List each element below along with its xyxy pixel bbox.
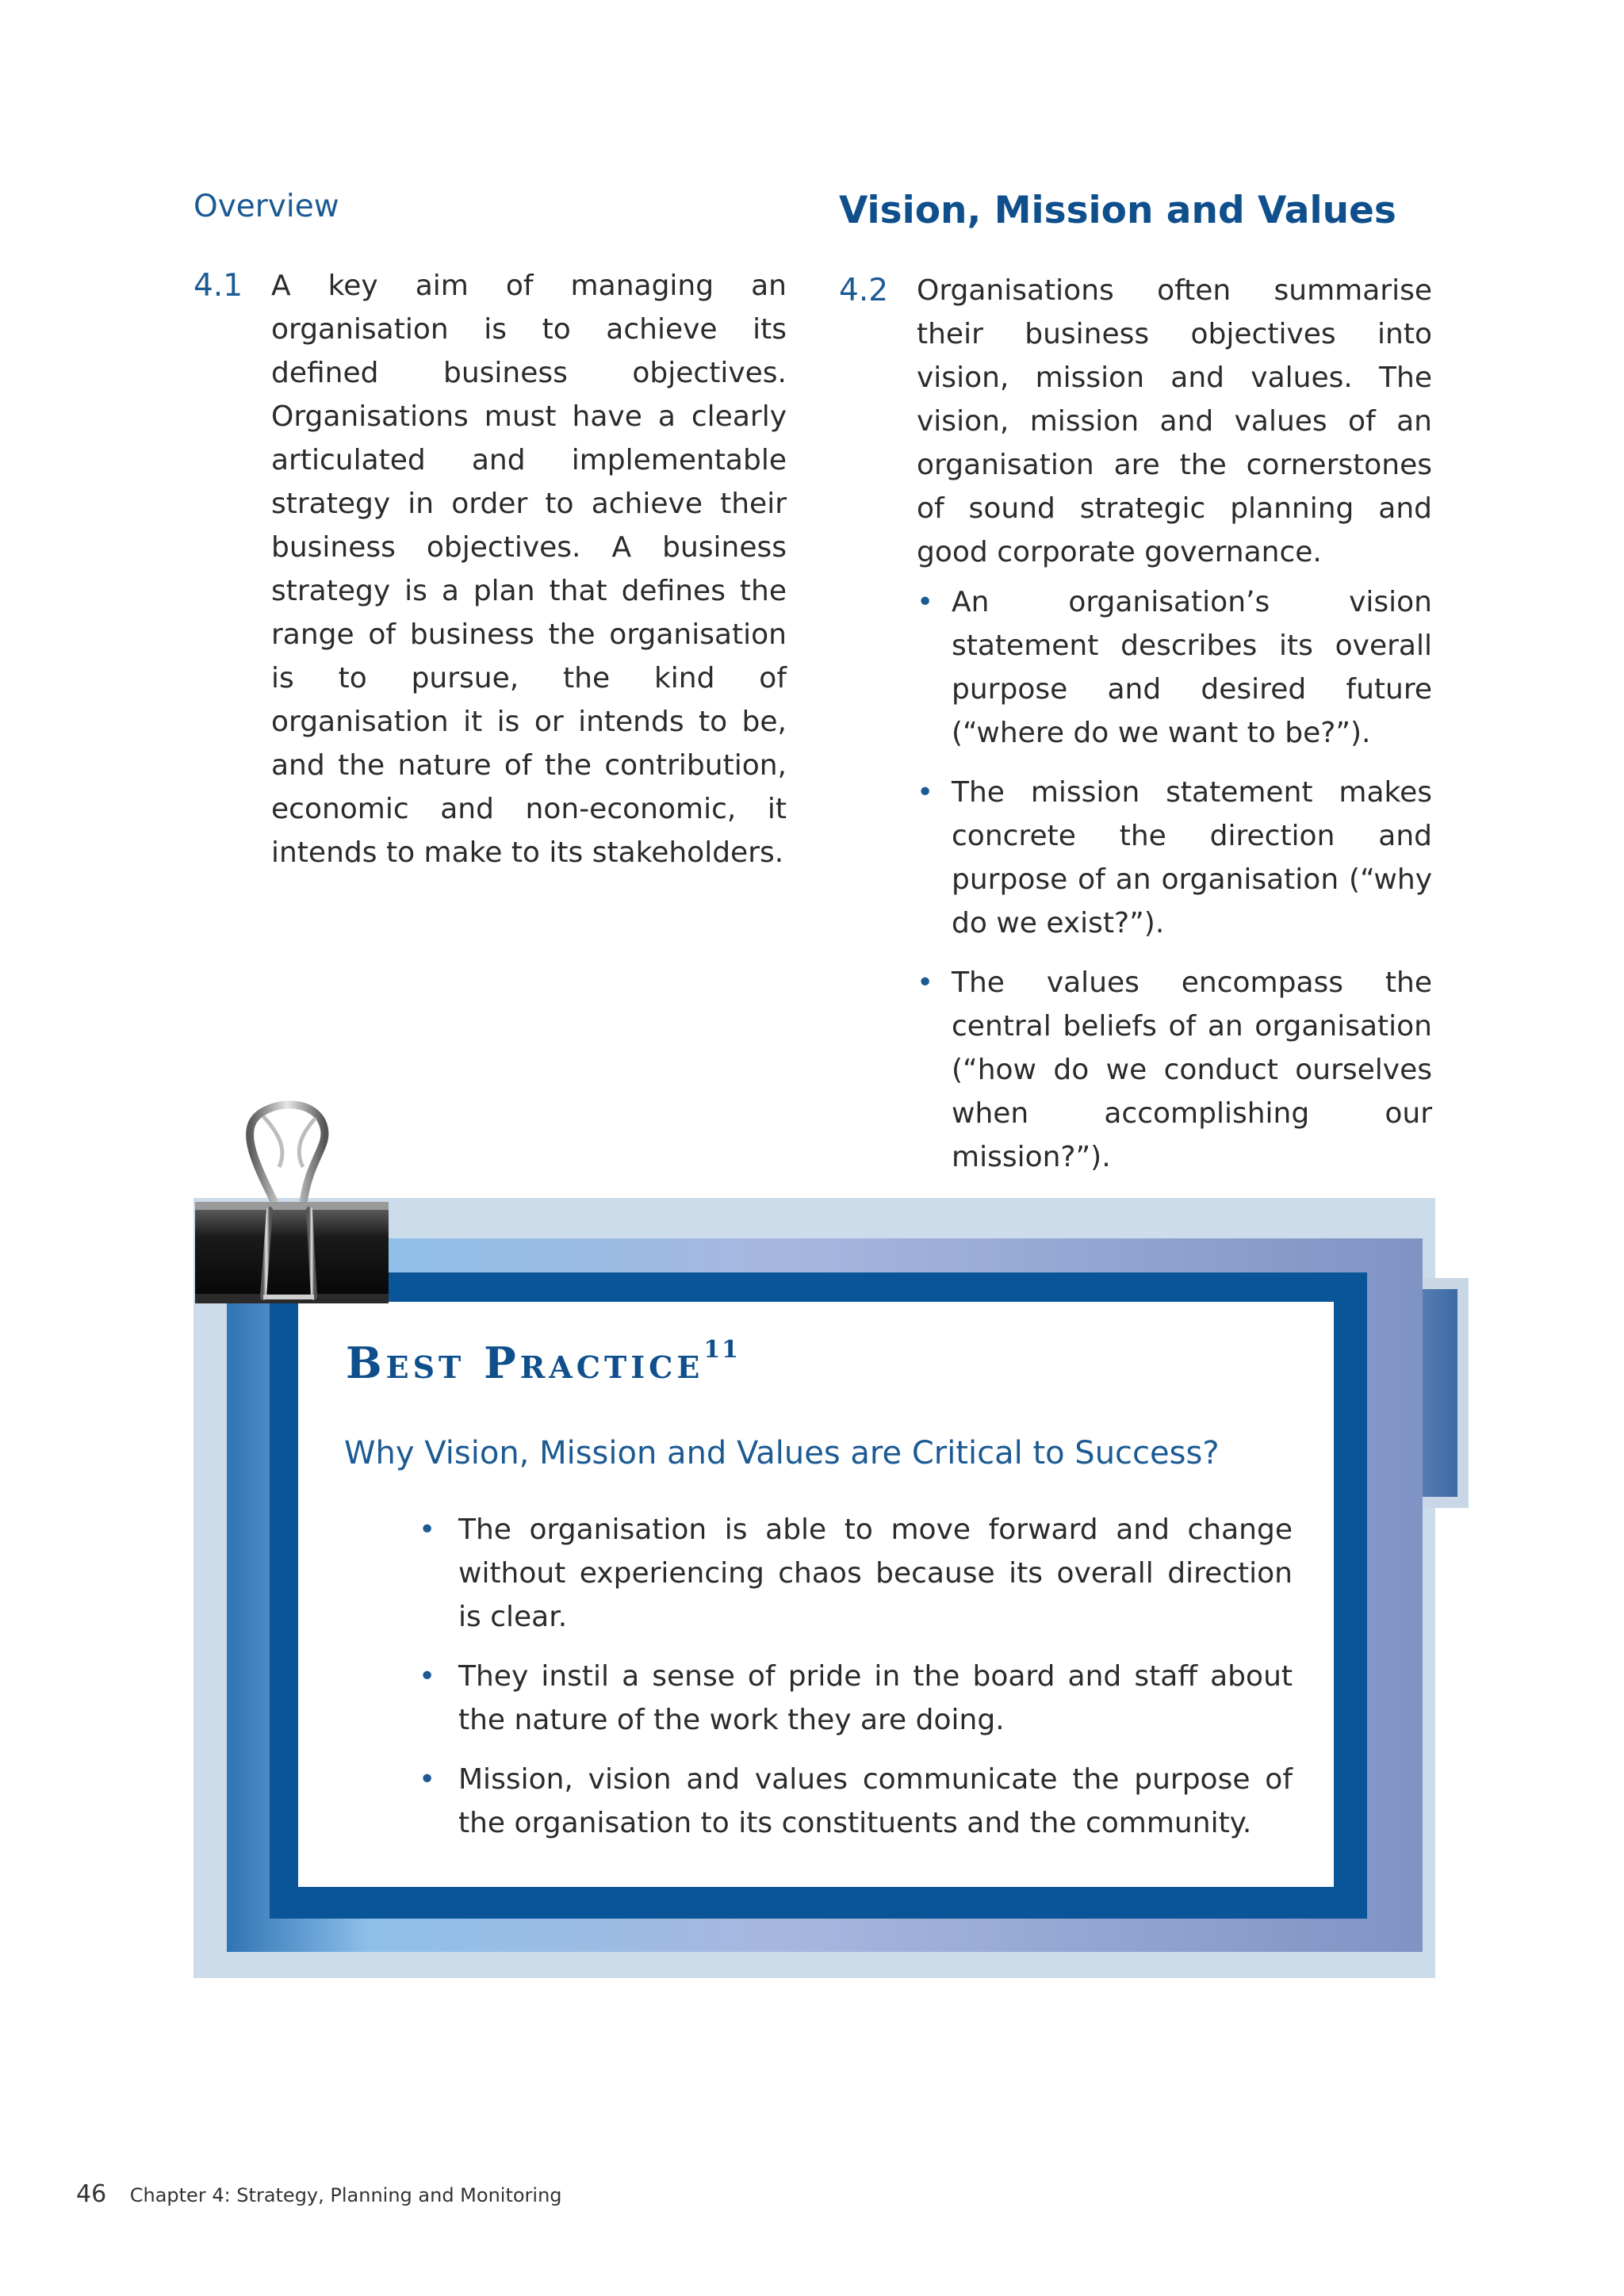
bullet-icon: • — [917, 586, 934, 618]
best-practice-bullets — [419, 1508, 1293, 1861]
right-column — [839, 189, 1432, 1179]
best-practice-subtitle: Why Vision, Mission and Values are Critical to Success? — [344, 1435, 1220, 1471]
paragraph-text: A key aim of managing an organisation is to achieve its defined business objectives. Organisations must have a clearly articulated and implementable strategy in order to achieve their business objectives. A business strategy is a plan that defines the range of business the organisation is to pursue, the kind of organisation it is or intends to be, and the nature of the contribution, economic and non-economic, it intends to make to its stakeholders. — [271, 270, 787, 869]
best-practice-title: Best Practice$^{11}$ — [346, 1336, 741, 1388]
bullet-icon: • — [419, 1763, 436, 1796]
bullet-icon: • — [917, 966, 934, 999]
paragraph-text: Organisations often summarise their business objectives into vision, mission and values. The vision, mission and values of an organisation are the cornerstones of sound strategic planning and good corporate governance. — [917, 274, 1432, 568]
paragraph-number: 4.1 — [193, 268, 243, 304]
page-footer — [76, 2180, 562, 2208]
list-item: • Mission, vision and values communicate the purpose of the organisation to its constituents and the community. — [419, 1758, 1293, 1845]
vision-mission-values-heading: Vision, Mission and Values — [839, 189, 1396, 232]
paragraph-number: 4.2 — [839, 273, 889, 308]
list-item: • The organisation is able to move forward and change without experiencing chaos because its overall direction is clear. — [419, 1508, 1293, 1639]
page-number: 46 — [76, 2180, 107, 2208]
list-item: • They instil a sense of pride in the board and staff about the nature of the work they are doing. — [419, 1655, 1293, 1742]
list-item: • The mission statement makes concrete the direction and purpose of an organisation (“why do we exist?”). — [917, 771, 1432, 945]
paragraph-4-1 — [193, 264, 787, 874]
bullet-icon: • — [419, 1513, 436, 1546]
left-column — [193, 189, 787, 874]
binder-clip-icon — [190, 1094, 396, 1308]
paragraph-4-2 — [839, 269, 1432, 574]
list-item: • An organisation’s vision statement describes its overall purpose and desired future (“where do we want to be?”). — [917, 580, 1432, 755]
vision-bullets — [917, 580, 1432, 1179]
bullet-icon: • — [419, 1660, 436, 1693]
chapter-label: Chapter 4: Strategy, Planning and Monitoring — [129, 2184, 562, 2206]
bullet-icon: • — [917, 776, 934, 809]
list-item: • The values encompass the central beliefs of an organisation (“how do we conduct ourselves when accomplishing our mission?”). — [917, 961, 1432, 1179]
overview-heading: Overview — [193, 189, 339, 224]
footnote-marker: 11 — [703, 1336, 741, 1364]
